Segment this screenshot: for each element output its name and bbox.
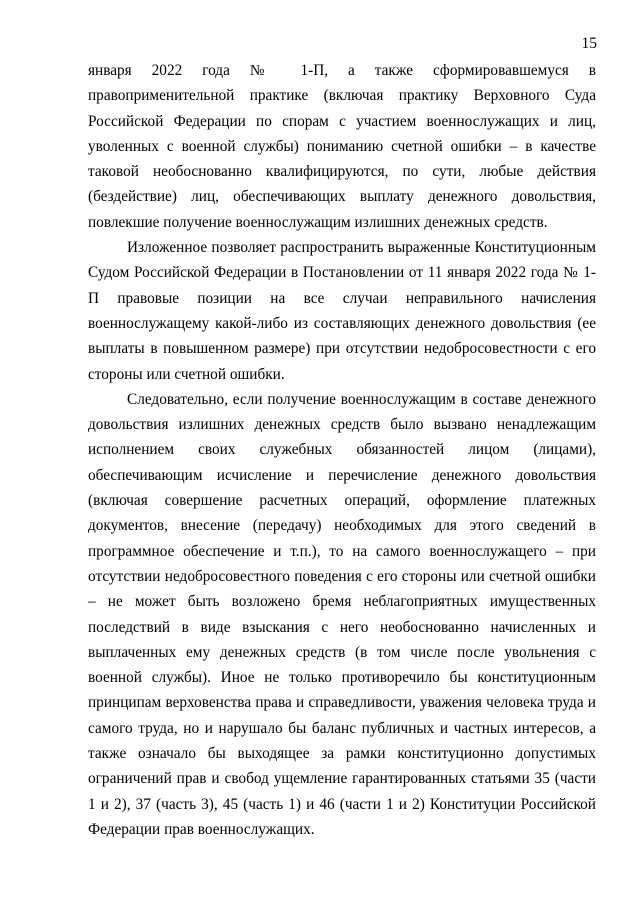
paragraph-conclusion: Следовательно, если получение военнослужащим в составе денежного довольствия излишних денежных средств было вызвано ненадлежащим исполнением своих служебных обязанностей лицом (лицами), обеспечивающим исчисление и перечисление денежного довольствия (включая совершение расчетных операций, оформление платежных документов, внесение (передачу) необходимых для этого сведений в программное обеспечение и т.п.), то на самого военнослужащего – при отсутствии недобросовестного поведения с его стороны или счетной ошибки – не может быть возложено бремя неблагоприятных имущественных последствий в виде взыскания с него необоснованно начисленных и выплаченных ему денежных средств (в том числе после увольнения с военной службы). Иное не только противоречило бы конституционным принципам верховенства права и справедливости, уважения человека труда и самого труда, но и нарушало бы баланс публичных и частных интересов, а также означало бы выходящее за рамки конституционно допустимых ограничений прав и свобод ущемление гарантированных статьями 35 (части 1 и 2), 37 (часть 3), 45 (часть 1) и 46 (части 1 и 2) Конституции Российской Федерации прав военнослужащих. <box>88 390 596 838</box>
document-body <box>88 58 596 842</box>
paragraph-positions: Изложенное позволяет распространить выраженные Конституционным Судом Российской Федерации в Постановлении от 11 января 2022 года № 1-П правовые позиции на все случаи неправильного начисления военнослужащему какой-либо из составляющих денежного довольствия (ее выплаты в повышенном размере) при отсутствии недобросовестности с его стороны или счетной ошибки. <box>88 239 596 383</box>
page-number: 15 <box>581 35 597 52</box>
paragraph-continuation: января 2022 года № 1-П, а также сформировавшемуся в правоприменительной практике (включая практику Верховного Суда Российской Федерации по спорам с участием военнослужащих и лиц, уволенных с военной службы) пониманию счетной ошибки – в качестве таковой необоснованно квалифицируются, по сути, любые действия (бездействие) лиц, обеспечивающих выплату денежного довольствия, повлекшие получение военнослужащим излишних денежных средств. <box>88 62 596 231</box>
